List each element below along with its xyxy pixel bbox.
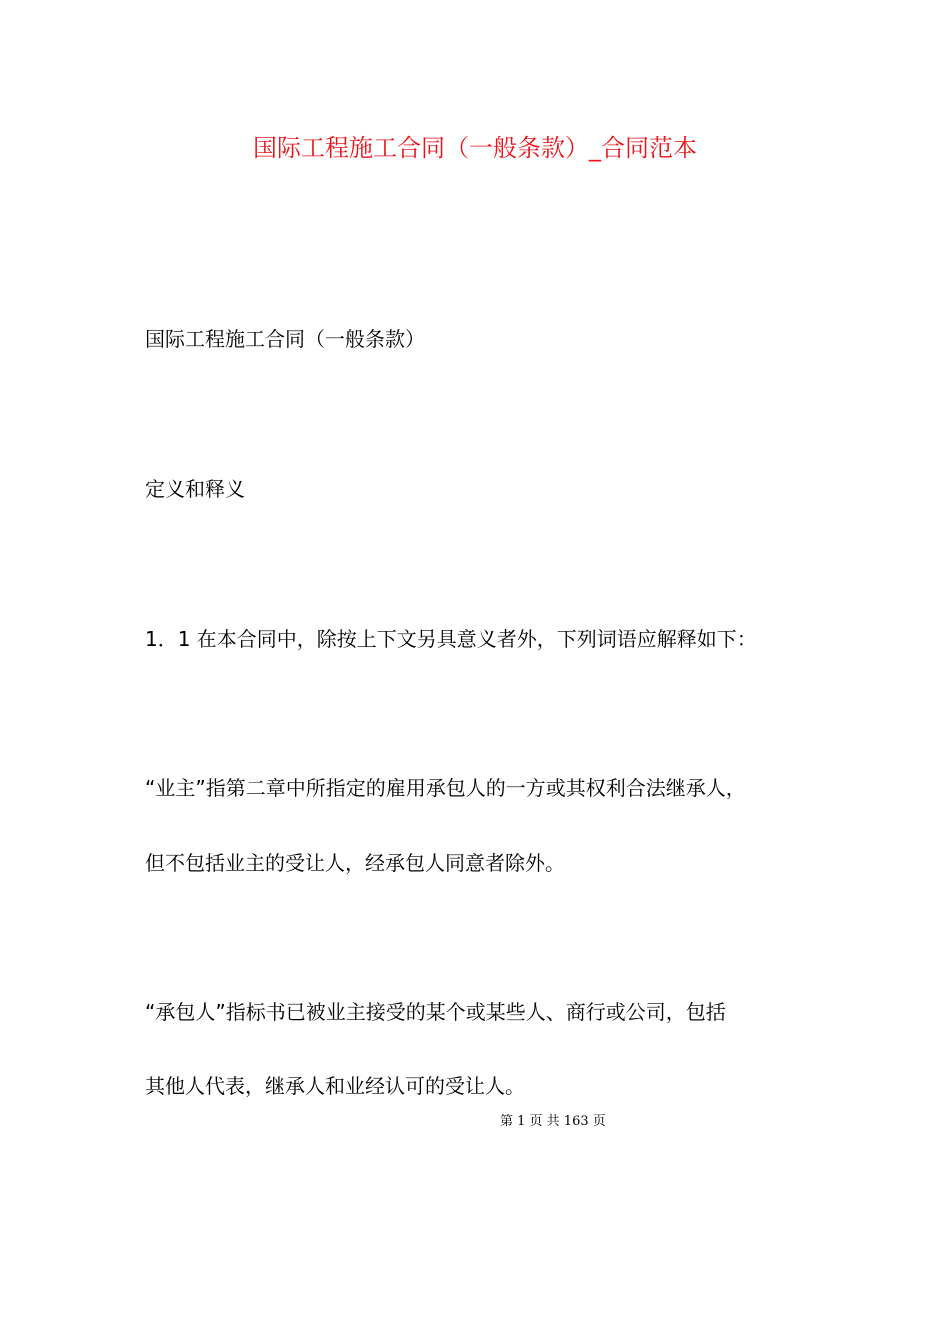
page-number-footer: 第 1 页 共 163 页 [500,1114,606,1129]
definition-contractor-line-1: “承包人”指标书已被业主接受的某个或某些人、商行或公司，包括 [145,1000,726,1024]
clause-1-1: 1．1 在本合同中，除按上下文另具意义者外，下列词语应解释如下： [145,627,757,651]
definition-contractor-line-2: 其他人代表，继承人和业经认可的受让人。 [145,1074,525,1098]
definition-employer-line-2: 但不包括业主的受让人，经承包人同意者除外。 [145,851,565,875]
document-title: 国际工程施工合同（一般条款）_合同范本 [253,134,697,162]
definitions-heading: 定义和释义 [145,477,245,501]
definition-employer-line-1: “业主”指第二章中所指定的雇用承包人的一方或其权利合法继承人， [145,776,746,800]
section-heading: 国际工程施工合同（一般条款） [145,327,425,351]
